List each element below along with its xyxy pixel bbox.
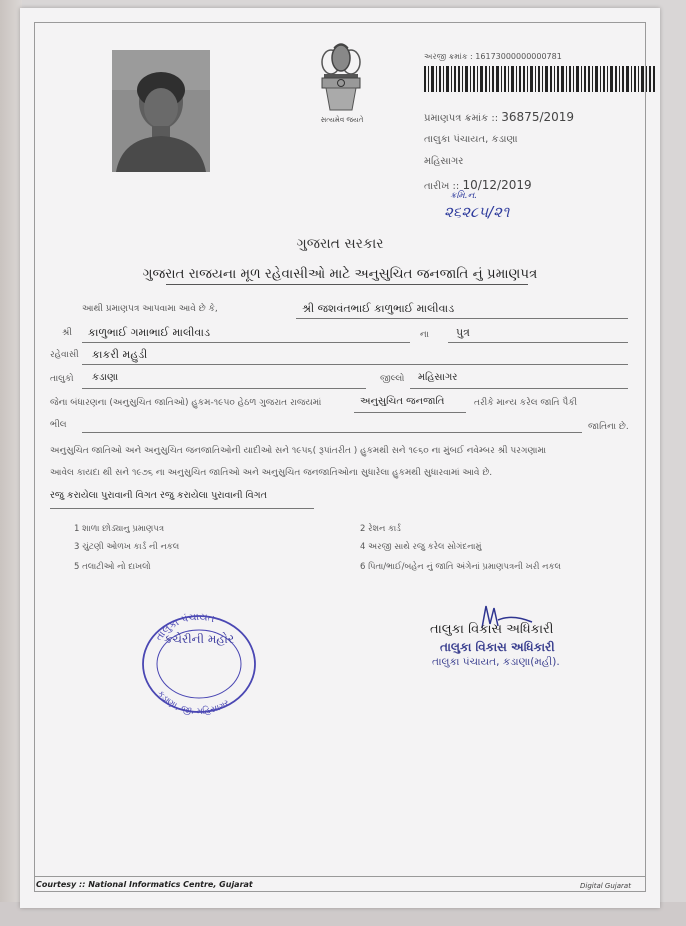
documents-heading: રજુ કરાયેલા પુરાવાની વિગત રજુ કરાયેલા પુરાવાની વિગત: [50, 490, 267, 501]
documents-heading-underline: [50, 508, 314, 509]
application-number-value: 16173000000000781: [475, 52, 562, 61]
application-number: [424, 52, 562, 62]
officer-stamp-line-2: તાલુકા પંચાયત, કડાણા(મહી).: [432, 656, 560, 668]
district-label: જીલ્લો: [380, 374, 405, 384]
certificate-title: ગુજરાત રાજયના મૂળ રહેવાસીઓ માટે અનુસુચિત જનજાતિ નું પ્રમાણપત્ર: [142, 266, 538, 282]
document-item: 3 ચુંટણી ઓળખ કાર્ડ ની નકલ: [74, 542, 180, 552]
backdrop: [0, 0, 22, 926]
field-line: [296, 318, 628, 319]
office-line-1: તાલુકા પંચાયત, કડાણા: [424, 134, 518, 145]
footer-divider: [34, 876, 646, 877]
document-item: 6 પિતા/ભાઈ/બહેન નું જાતિ અંગેનાં પ્રમાણપત્રની ખરી નકલ: [360, 562, 561, 572]
relation-label: ના: [420, 330, 429, 340]
applicant-photo: [112, 50, 210, 172]
officer-title: તાલુકા વિકાસ અધિકારી: [430, 622, 554, 637]
resident-value: કાકરી મહુડી: [92, 348, 148, 361]
certificate-sheet: [20, 8, 660, 908]
relation-value: પુત્ર: [456, 326, 470, 339]
field-line: [410, 388, 628, 389]
document-item: 5 તલાટીઓ નો દાખલો: [74, 562, 151, 572]
document-item: 2 રેશન કાર્ડ: [360, 524, 401, 534]
caste-suffix: જાતિના છે.: [588, 422, 629, 432]
emblem-motto: સત્યમેવ જયતે: [320, 116, 364, 124]
taluka-label: તાલુકો: [50, 374, 74, 384]
document-item: 4 અરજી સાથે રજુ કરેલ સોગંદનામું: [360, 542, 482, 552]
field-line: [82, 388, 366, 389]
issue-date-label: તારીખ ::: [424, 181, 460, 192]
issue-date-value: 10/12/2019: [462, 178, 532, 192]
legal-paragraph-line-1: અનુસુચિત જાતિઓ અને અનુસુચિત જનજાતિઓની યાદીઓ સને ૧૯૫૬( રૂપાંતરીત ) હુકમથી સને ૧૯૬૦ ના મુંબઈ નવેમ્બર શ્રી પરગણામા: [50, 446, 547, 456]
government-title: ગુજરાત સરકાર: [296, 236, 384, 252]
application-number-label: અરજી ક્રમાંક :: [424, 52, 473, 61]
certificate-number-value: 36875/2019: [501, 110, 575, 124]
resident-label: રહેવાસી: [50, 350, 79, 360]
issue-date: [424, 178, 532, 192]
digital-gujarat-brand: Digital Gujarat: [580, 882, 631, 890]
document-item: 1 શાળા છોડ્યાનુ પ્રમાણપત્ર: [74, 524, 165, 534]
seal-top-text: તાલુકા પંચાયત: [153, 611, 216, 644]
seal-bottom-text: કડાણા, જી. મહિસાગર: [154, 688, 232, 716]
barcode-icon: [424, 66, 656, 92]
father-prefix: શ્રી: [62, 328, 72, 338]
given-to-value: શ્રી જશવંતભાઈ કાળુભાઈ માલીવાડ: [302, 302, 455, 315]
recognized-text: તરીકે માન્ય કરેલ જાતિ પૈકી: [474, 398, 578, 408]
category-value: અનુસુચિત જનજાતિ: [360, 396, 445, 407]
order-text: જેના બંધારણના (અનુસુચિત જાતિઓ) હુકમ-૧૯૫૦ હેઠળ ગુજરાત રાજયમાં: [50, 398, 322, 408]
district-value: મહિસાગર: [418, 372, 458, 383]
office-line-2: મહિસાગર: [424, 156, 464, 167]
field-line: [82, 432, 582, 433]
title-underline: [166, 284, 528, 285]
handwritten-note-1: ક્રમિ.ન.: [450, 191, 478, 201]
father-name-value: કાળુભાઈ ગમાભાઈ માલીવાડ: [88, 326, 211, 339]
given-to-label: આથી પ્રમાણપત્ર આપવામા આવે છે કે,: [82, 304, 218, 314]
office-seal-stamp: [137, 608, 261, 716]
certificate-number: [424, 110, 574, 124]
legal-paragraph-line-2: આવેલ કાયદા થી સને ૧૯૭૬ ના અનુસુચિત જાતિઓ અને અનુસુચિત જનજાતિઓના સુધારેલા હુકમથી સુધારવામાં આવે છે.: [50, 468, 493, 478]
courtesy-text: Courtesy :: National Informatics Centre, Gujarat: [36, 880, 253, 889]
taluka-value: કડાણા: [92, 372, 119, 383]
handwritten-note-2: ૨૬૨૮૫/૨૧: [444, 203, 510, 221]
field-line: [354, 412, 466, 413]
national-emblem-icon: [316, 40, 366, 128]
field-line: [82, 364, 628, 365]
certificate-number-label: પ્રમાણપત્ર ક્રમાંક ::: [424, 113, 499, 124]
field-line: [82, 342, 410, 343]
seal-center-text: કચેરીની મહોર: [163, 632, 235, 646]
field-line: [448, 342, 628, 343]
caste-value: ભીલ: [50, 420, 67, 430]
officer-stamp-line-1: તાલુકા વિકાસ અધિકારી: [440, 640, 555, 654]
